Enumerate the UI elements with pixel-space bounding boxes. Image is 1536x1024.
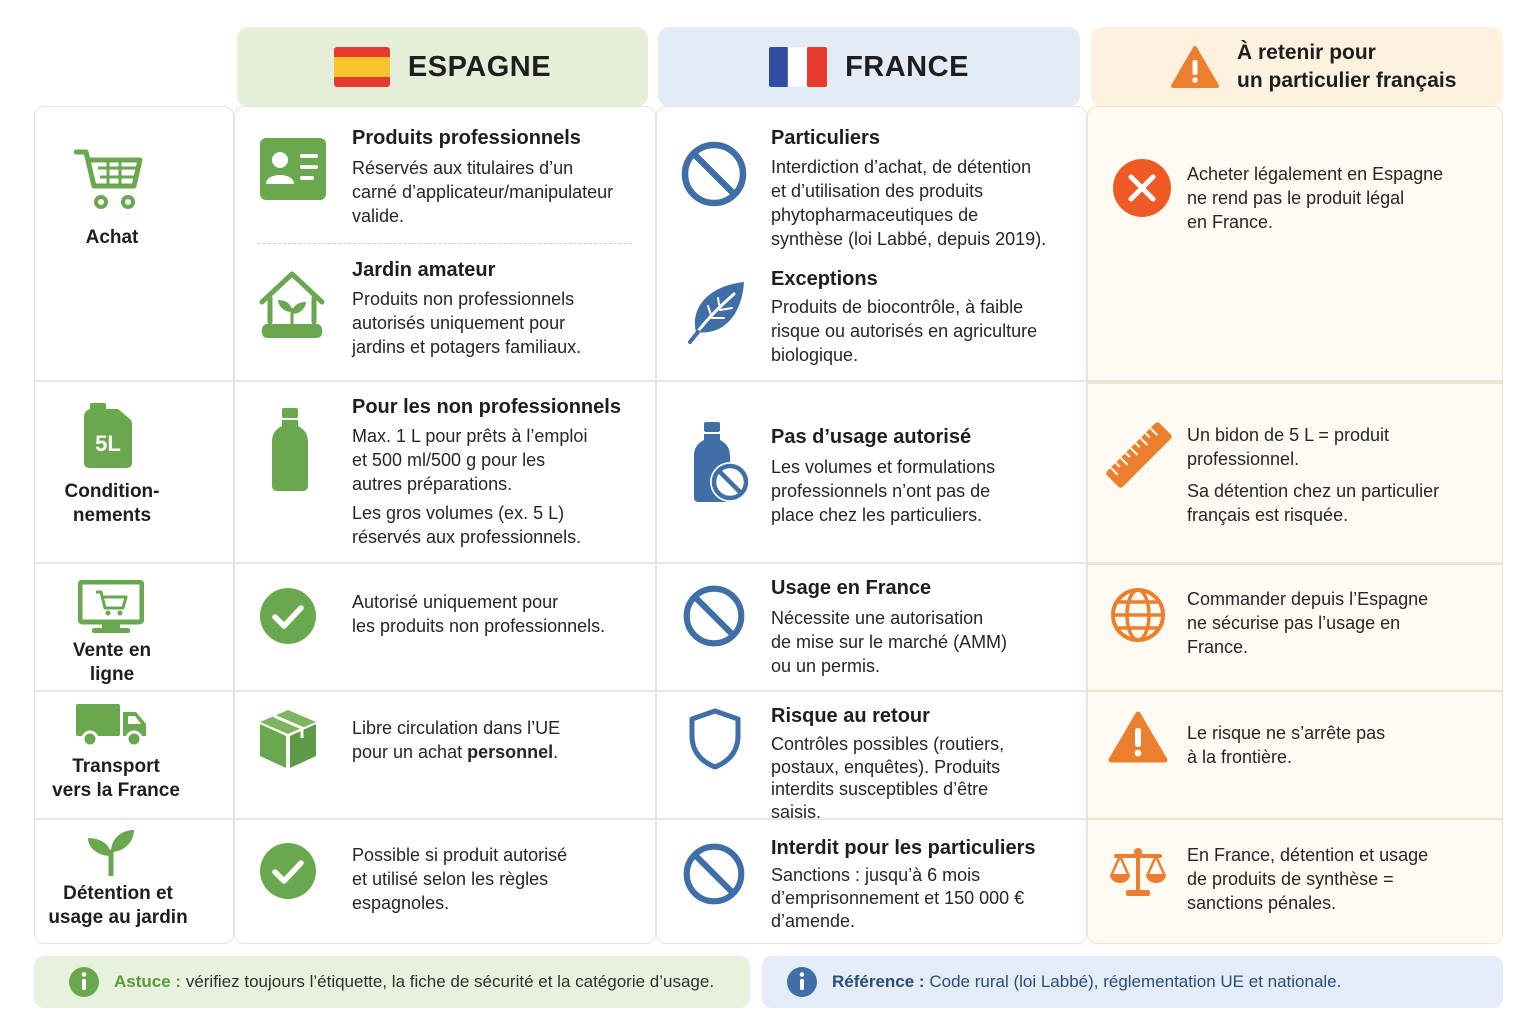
es-achat-jardin-text: Produits non professionnels autorisés uniquement pour jardins et potagers familiaux. <box>352 289 582 357</box>
spain-flag-icon <box>334 47 390 87</box>
es-transport-text: Libre circulation dans l’UE pour un achat personnel. <box>352 718 561 762</box>
fr-vente-text: Nécessite une autorisation de mise sur le marché (AMM) ou un permis. <box>771 608 1008 676</box>
header-france <box>658 27 1080 107</box>
dashed-divider <box>258 243 632 244</box>
es-achat-pro-text: Réservés aux titulaires d’un carné d’applicateur/manipulateur valide. <box>352 158 614 226</box>
info-icon <box>68 966 100 998</box>
fr-cond-text: Les volumes et formulations professionnels n’ont pas de place chez les particuliers. <box>771 457 996 525</box>
svg-text:5L: 5L <box>95 431 121 456</box>
tip-cond-text: Un bidon de 5 L = produit professionnel. <box>1187 425 1389 469</box>
tip-cond-text-2: Sa détention chez un particulier français est risquée. <box>1187 481 1440 525</box>
footer-tip-text: Astuce : vérifiez toujours l’étiquette, la fiche de sécurité et la catégorie d’usage. <box>114 972 715 991</box>
leaf-icon <box>686 278 746 344</box>
warning-icon <box>1171 45 1219 89</box>
check-circle-icon <box>259 587 317 645</box>
box-icon <box>258 708 318 770</box>
es-detention-text: Possible si produit autorisé et utilisé selon les règles espagnoles. <box>352 845 568 913</box>
ruler-icon <box>1106 422 1172 488</box>
row-label-detention: Détention et usage au jardin <box>48 883 188 928</box>
header-tip-title: À retenir pour un particulier français <box>1237 41 1457 92</box>
fr-achat-exceptions-text: Produits de biocontrôle, à faible risque ou autorisés en agriculture biologique. <box>771 297 1038 365</box>
house-plant-icon <box>258 270 326 342</box>
tip-achat-text: Acheter légalement en Espagne ne rend pas le produit légal en France. <box>1187 164 1444 232</box>
footer-reference <box>762 956 1503 1008</box>
row-label-vente: Vente en ligne <box>72 640 152 685</box>
fr-transport-title: Risque au retour <box>771 705 930 727</box>
prohibited-icon <box>682 842 746 906</box>
footer-reference-text: Référence : Code rural (loi Labbé), réglementation UE et nationale. <box>832 972 1342 991</box>
info-icon <box>786 966 818 998</box>
row-divider <box>1087 563 1503 565</box>
truck-icon <box>76 704 148 748</box>
row-divider <box>1087 818 1503 820</box>
warning-icon <box>1108 710 1168 764</box>
prohibited-icon <box>682 584 746 648</box>
header-spain <box>237 27 648 107</box>
fr-detention-text: Sanctions : jusqu’à 6 mois d’emprisonnement et 150 000 € d’amende. <box>771 865 1025 931</box>
tip-detention-text: En France, détention et usage de produits de synthèse = sanctions pénales. <box>1187 845 1429 913</box>
row-label-conditionnements: Condition- nements <box>64 481 160 526</box>
monitor-cart-icon <box>78 580 144 634</box>
header-tip <box>1091 27 1503 107</box>
header-france-title: FRANCE <box>845 50 969 83</box>
prohibited-icon <box>680 140 748 208</box>
bottle-prohibited-icon <box>690 422 752 504</box>
scales-icon <box>1108 846 1168 898</box>
shopping-cart-icon <box>74 146 146 212</box>
es-vente-text: Autorisé uniquement pour les produits non professionnels. <box>352 592 606 636</box>
row-divider <box>1087 382 1503 384</box>
tip-transport-text: Le risque ne s’arrête pas à la frontière. <box>1187 723 1386 767</box>
sprout-icon <box>86 830 136 876</box>
row-divider <box>1087 690 1503 692</box>
check-circle-icon <box>259 842 317 900</box>
fr-detention-title: Interdit pour les particuliers <box>771 837 1036 859</box>
france-flag-icon <box>769 47 827 87</box>
fr-cond-title: Pas d’usage autorisé <box>771 426 972 448</box>
fr-achat-particuliers-title: Particuliers <box>771 127 880 149</box>
row-label-achat: Achat <box>85 227 139 248</box>
row-label-transport: Transport vers la France <box>52 756 180 801</box>
tip-vente-text: Commander depuis l’Espagne ne sécurise pas l’usage en France. <box>1187 589 1429 657</box>
fr-transport-text: Contrôles possibles (routiers, postaux, enquêtes). Produits interdits susceptibles d’être saisis. <box>771 734 1005 822</box>
header-spain-title: ESPAGNE <box>407 50 552 83</box>
globe-icon <box>1109 586 1167 644</box>
shield-icon <box>688 708 742 770</box>
fr-vente-title: Usage en France <box>771 577 932 599</box>
cross-circle-icon <box>1112 158 1172 218</box>
es-achat-jardin-title: Jardin amateur <box>352 259 496 281</box>
es-cond-title: Pour les non professionnels <box>352 396 621 418</box>
es-achat-pro-title: Produits professionnels <box>352 127 581 149</box>
bottle-icon <box>270 408 310 492</box>
footer-tip <box>34 956 750 1008</box>
es-cond-text: Max. 1 L pour prêts à l’emploi et 500 ml/500 g pour les autres préparations. <box>352 426 588 494</box>
es-cond-text-2: Les gros volumes (ex. 5 L) réservés aux professionnels. <box>352 503 582 547</box>
jerrycan-5l-icon <box>80 403 136 469</box>
fr-achat-exceptions-title: Exceptions <box>771 268 878 290</box>
fr-achat-particuliers-text: Interdiction d’achat, de détention et d’utilisation des produits phytopharmaceutiques de synthèse (loi Labbé, depuis 2019). <box>771 157 1047 249</box>
id-card-icon <box>260 138 326 200</box>
